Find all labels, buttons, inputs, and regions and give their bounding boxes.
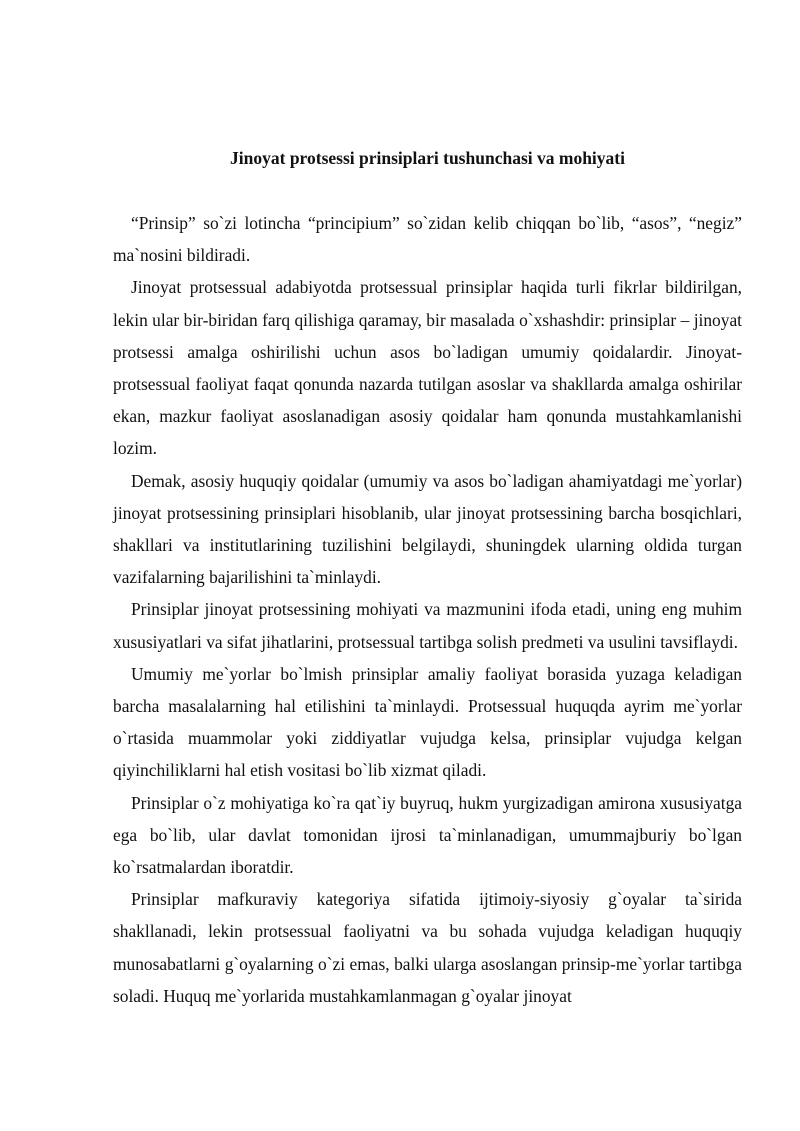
paragraph-1: “Prinsip” so`zi lotincha “principium” so`zidan kelib chiqqan bo`lib, “asos”, “negiz” ma`nosini bildiradi. xyxy=(113,213,742,266)
paragraph-7: Prinsiplar mafkuraviy kategoriya sifatida ijtimoiy-siyosiy g`oyalar ta`sirida shakllanadi, lekin protsessual faoliyatni va bu sohada vujudga keladigan huquqiy munosabatlarni g`oyalarning o`zi emas, balki ularga asoslangan prinsip-me`yorlar tartibga soladi. Huquq me`yorlarida mustahkamlanmagan g`oyalar jinoyat xyxy=(113,889,742,1006)
paragraph-2: Jinoyat protsessual adabiyotda protsessual prinsiplar haqida turli fikrlar bildirilgan, lekin ular bir-biridan farq qilishiga qaramay, bir masalada o`xshashdir: prinsiplar – jinoyat protsessi amalga oshirilishi uchun asos bo`ladigan umumiy qoidalardir. Jinoyat-protsessual faoliyat faqat qonunda nazarda tutilgan asoslar va shakllarda amalga oshirilar ekan, mazkur faoliyat asoslanadigan asosiy qoidalar ham qonunda mustahkamlanishi lozim. xyxy=(113,277,742,459)
paragraph-3: Demak, asosiy huquqiy qoidalar (umumiy va asos bo`ladigan ahamiyatdagi me`yorlar) jinoyat protsessining prinsiplari hisoblanib, ular jinoyat protsessining barcha bosqichlari, shakllari va institutlarining tuzilishini belgilaydi, shuningdek ularning oldida turgan vazifalarning bajarilishini ta`minlaydi. xyxy=(113,470,742,588)
paragraph-5: Umumiy me`yorlar bo`lmish prinsiplar amaliy faoliyat borasida yuzaga keladigan barcha masalalarning hal etilishini ta`minlaydi. Protsessual huquqda ayrim me`yorlar o`rtasida muammolar yoki ziddiyatlar vujudga kelsa, prinsiplar vujudga kelgan qiyinchiliklarni hal etish vositasi bo`lib xizmat qiladi. xyxy=(113,663,742,781)
document-title: Jinoyat protsessi prinsiplari tushunchasi va mohiyati xyxy=(230,148,625,168)
paragraph-4: Prinsiplar jinoyat protsessining mohiyati va mazmunini ifoda etadi, uning eng muhim xususiyatlari va sifat jihatlarini, protsessual tartibga solish predmeti va usulini tavsiflaydi. xyxy=(113,599,742,652)
document-body xyxy=(113,207,742,1012)
paragraph-6: Prinsiplar o`z mohiyatiga ko`ra qat`iy buyruq, hukm yurgizadigan amirona xususiyatga ega bo`lib, ular davlat tomonidan ijrosi ta`minlanadigan, umummajburiy bo`lgan ko`rsatmalardan iboratdir. xyxy=(113,792,742,878)
